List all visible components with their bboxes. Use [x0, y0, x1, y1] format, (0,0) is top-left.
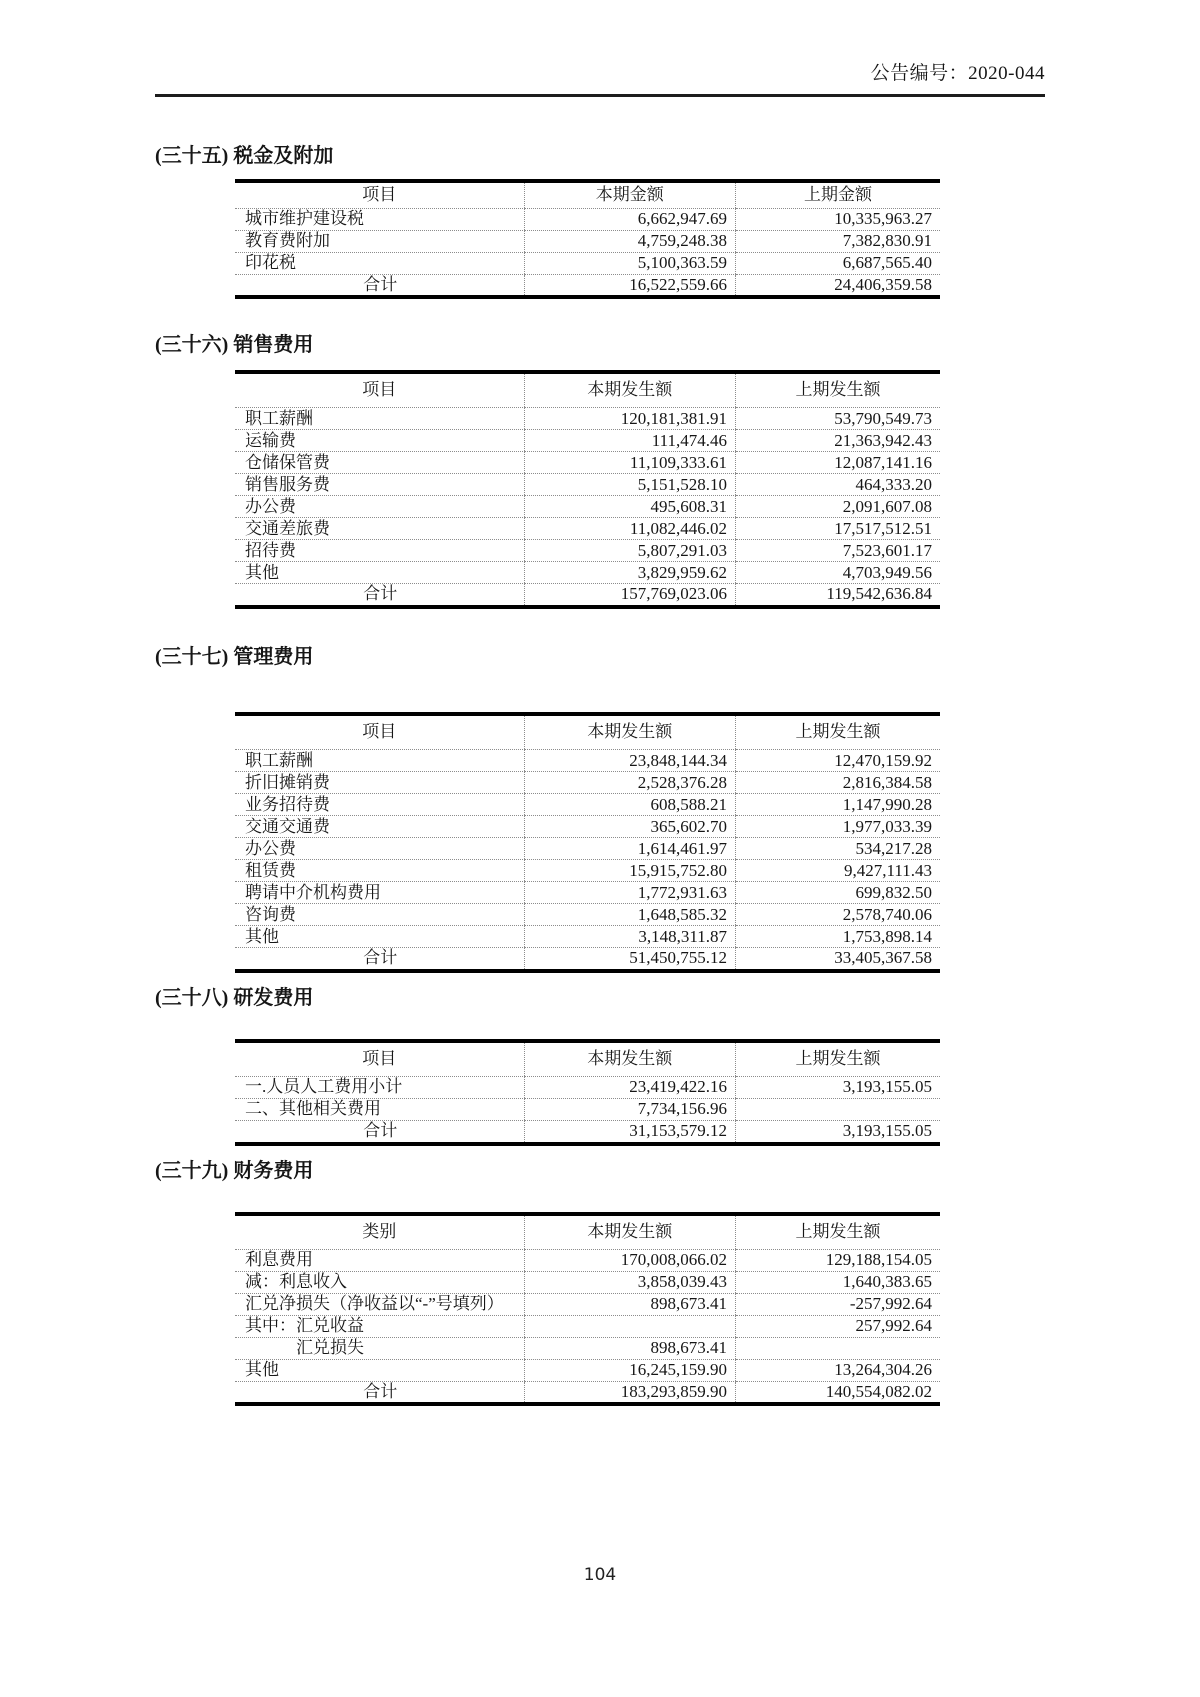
column-header: 本期金额: [524, 181, 736, 208]
item-cell: 利息费用: [235, 1250, 524, 1272]
amount-cell: 2,091,607.08: [736, 496, 940, 518]
amount-cell: 12,087,141.16: [736, 452, 940, 474]
item-cell: 其他: [235, 926, 524, 948]
header-row: [235, 181, 940, 208]
column-header: 上期发生额: [736, 372, 940, 408]
amount-cell: 31,153,579.12: [524, 1121, 736, 1144]
column-header: 上期发生额: [736, 1041, 940, 1077]
amount-cell: 129,188,154.05: [736, 1250, 940, 1272]
section-admin-expenses: [155, 646, 1045, 973]
amount-cell: 495,608.31: [524, 496, 736, 518]
item-cell: 汇兑损失: [235, 1338, 524, 1360]
financial-table: [235, 179, 940, 299]
amount-cell: 157,769,023.06: [524, 584, 736, 607]
table-row: [235, 562, 940, 584]
item-cell: 其他: [235, 1360, 524, 1382]
table-row: [235, 904, 940, 926]
amount-cell: 21,363,942.43: [736, 430, 940, 452]
item-cell: 汇兑净损失（净收益以“-”号填列）: [235, 1294, 524, 1316]
item-cell: 减：利息收入: [235, 1272, 524, 1294]
amount-cell: 6,662,947.69: [524, 208, 736, 230]
amount-cell: 53,790,549.73: [736, 408, 940, 430]
total-row: [235, 274, 940, 297]
amount-cell: 17,517,512.51: [736, 518, 940, 540]
amount-cell: 170,008,066.02: [524, 1250, 736, 1272]
total-row: [235, 1382, 940, 1405]
amount-cell: 51,450,755.12: [524, 948, 736, 971]
item-cell: 职工薪酬: [235, 750, 524, 772]
amount-cell: 5,100,363.59: [524, 252, 736, 274]
item-cell: 办公费: [235, 838, 524, 860]
table-row: [235, 816, 940, 838]
amount-cell: 898,673.41: [524, 1294, 736, 1316]
amount-cell: 7,734,156.96: [524, 1099, 736, 1121]
column-header: 类别: [235, 1214, 524, 1250]
table-row: [235, 1316, 940, 1338]
financial-table: [235, 1212, 940, 1407]
table-row: [235, 230, 940, 252]
amount-cell: 9,427,111.43: [736, 860, 940, 882]
amount-cell: 13,264,304.26: [736, 1360, 940, 1382]
table-row: [235, 1338, 940, 1360]
table-row: [235, 540, 940, 562]
item-cell: 业务招待费: [235, 794, 524, 816]
header-row: [235, 714, 940, 750]
table-row: [235, 1294, 940, 1316]
amount-cell: 5,807,291.03: [524, 540, 736, 562]
item-cell: 合计: [363, 274, 398, 294]
item-cell: 合计: [363, 584, 398, 604]
item-cell: 交通差旅费: [235, 518, 524, 540]
header-rule: [155, 94, 1045, 97]
amount-cell: 1,772,931.63: [524, 882, 736, 904]
amount-cell: 5,151,528.10: [524, 474, 736, 496]
amount-cell: 15,915,752.80: [524, 860, 736, 882]
table-row: [235, 860, 940, 882]
item-cell: 职工薪酬: [235, 408, 524, 430]
item-cell: 教育费附加: [235, 230, 524, 252]
amount-cell: -257,992.64: [736, 1294, 940, 1316]
notice-number: 公告编号：2020-044: [870, 63, 1045, 84]
header-row: [235, 372, 940, 408]
section-title: (三十八) 研发费用: [155, 986, 314, 1009]
amount-cell: 6,687,565.40: [736, 252, 940, 274]
amount-cell: 120,181,381.91: [524, 408, 736, 430]
amount-cell: 2,528,376.28: [524, 772, 736, 794]
item-cell: 折旧摊销费: [235, 772, 524, 794]
table-row: [235, 518, 940, 540]
amount-cell: 464,333.20: [736, 474, 940, 496]
amount-cell: 1,640,383.65: [736, 1272, 940, 1294]
item-cell: 合计: [363, 1382, 398, 1402]
amount-cell: [736, 1338, 940, 1360]
table-row: [235, 1360, 940, 1382]
column-header: 上期金额: [736, 181, 940, 208]
amount-cell: 365,602.70: [524, 816, 736, 838]
table-row: [235, 772, 940, 794]
table-row: [235, 882, 940, 904]
amount-cell: 4,759,248.38: [524, 230, 736, 252]
table-row: [235, 838, 940, 860]
column-header: 项目: [235, 714, 524, 750]
amount-cell: 1,614,461.97: [524, 838, 736, 860]
section-title: (三十九) 财务费用: [155, 1159, 314, 1182]
item-cell: 其他: [235, 562, 524, 584]
table-row: [235, 452, 940, 474]
table-row: [235, 750, 940, 772]
amount-cell: 119,542,636.84: [736, 584, 940, 607]
table-row: [235, 474, 940, 496]
total-row: [235, 1121, 940, 1144]
item-cell: 一.人员人工费用小计: [235, 1077, 524, 1099]
amount-cell: 24,406,359.58: [736, 274, 940, 297]
item-cell: 租赁费: [235, 860, 524, 882]
section-taxes-and-surcharges: [155, 145, 1045, 299]
sections-container: [155, 145, 1045, 1406]
item-cell: 交通交通费: [235, 816, 524, 838]
financial-table: [235, 712, 940, 973]
financial-table: [235, 1039, 940, 1146]
amount-cell: 1,147,990.28: [736, 794, 940, 816]
amount-cell: 699,832.50: [736, 882, 940, 904]
column-header: 本期发生额: [524, 1041, 736, 1077]
amount-cell: 7,523,601.17: [736, 540, 940, 562]
item-cell: 办公费: [235, 496, 524, 518]
item-cell: 合计: [363, 1121, 398, 1141]
item-cell: 合计: [363, 948, 398, 968]
amount-cell: 3,829,959.62: [524, 562, 736, 584]
amount-cell: 2,578,740.06: [736, 904, 940, 926]
column-header: 本期发生额: [524, 714, 736, 750]
amount-cell: 608,588.21: [524, 794, 736, 816]
table-row: [235, 794, 940, 816]
amount-cell: 140,554,082.02: [736, 1382, 940, 1405]
amount-cell: 33,405,367.58: [736, 948, 940, 971]
table-row: [235, 1077, 940, 1099]
item-cell: 咨询费: [235, 904, 524, 926]
total-row: [235, 584, 940, 607]
amount-cell: 3,858,039.43: [524, 1272, 736, 1294]
table-row: [235, 926, 940, 948]
amount-cell: 23,419,422.16: [524, 1077, 736, 1099]
section-rd-expenses: [155, 987, 1045, 1146]
item-cell: 其中：汇兑收益: [235, 1316, 524, 1338]
amount-cell: 12,470,159.92: [736, 750, 940, 772]
column-header: 上期发生额: [736, 714, 940, 750]
column-header: 项目: [235, 1041, 524, 1077]
amount-cell: 183,293,859.90: [524, 1382, 736, 1405]
section-title: (三十五) 税金及附加: [155, 145, 334, 167]
amount-cell: [736, 1099, 940, 1121]
amount-cell: 3,193,155.05: [736, 1121, 940, 1144]
item-cell: 印花税: [235, 252, 524, 274]
amount-cell: 4,703,949.56: [736, 562, 940, 584]
section-financial-expenses: [155, 1160, 1045, 1407]
section-selling-expenses: [155, 334, 1045, 609]
table-row: [235, 408, 940, 430]
table-row: [235, 1250, 940, 1272]
item-cell: 运输费: [235, 430, 524, 452]
column-header: 上期发生额: [736, 1214, 940, 1250]
column-header: 项目: [235, 181, 524, 208]
item-cell: 二、其他相关费用: [235, 1099, 524, 1121]
amount-cell: 11,082,446.02: [524, 518, 736, 540]
total-row: [235, 948, 940, 971]
amount-cell: 16,522,559.66: [524, 274, 736, 297]
item-cell: 销售服务费: [235, 474, 524, 496]
header-row: [235, 1214, 940, 1250]
amount-cell: 1,648,585.32: [524, 904, 736, 926]
table-row: [235, 252, 940, 274]
amount-cell: 10,335,963.27: [736, 208, 940, 230]
amount-cell: 3,193,155.05: [736, 1077, 940, 1099]
section-title: (三十六) 销售费用: [155, 333, 314, 356]
amount-cell: 111,474.46: [524, 430, 736, 452]
amount-cell: 3,148,311.87: [524, 926, 736, 948]
amount-cell: 534,217.28: [736, 838, 940, 860]
item-cell: 城市维护建设税: [235, 208, 524, 230]
column-header: 本期发生额: [524, 372, 736, 408]
table-row: [235, 496, 940, 518]
amount-cell: 257,992.64: [736, 1316, 940, 1338]
amount-cell: 16,245,159.90: [524, 1360, 736, 1382]
amount-cell: 23,848,144.34: [524, 750, 736, 772]
amount-cell: 2,816,384.58: [736, 772, 940, 794]
amount-cell: 1,753,898.14: [736, 926, 940, 948]
amount-cell: 898,673.41: [524, 1338, 736, 1360]
amount-cell: [524, 1316, 736, 1338]
item-cell: 招待费: [235, 540, 524, 562]
item-cell: 仓储保管费: [235, 452, 524, 474]
column-header: 项目: [235, 372, 524, 408]
section-title: (三十七) 管理费用: [155, 645, 314, 668]
financial-table: [235, 370, 940, 609]
doc-header: [155, 0, 1045, 85]
item-cell: 聘请中介机构费用: [235, 882, 524, 904]
amount-cell: 7,382,830.91: [736, 230, 940, 252]
table-row: [235, 430, 940, 452]
table-row: [235, 208, 940, 230]
header-row: [235, 1041, 940, 1077]
amount-cell: 1,977,033.39: [736, 816, 940, 838]
table-row: [235, 1272, 940, 1294]
page-footer: [155, 1565, 1045, 1585]
column-header: 本期发生额: [524, 1214, 736, 1250]
table-row: [235, 1099, 940, 1121]
page-number: 104: [583, 1565, 617, 1585]
amount-cell: 11,109,333.61: [524, 452, 736, 474]
